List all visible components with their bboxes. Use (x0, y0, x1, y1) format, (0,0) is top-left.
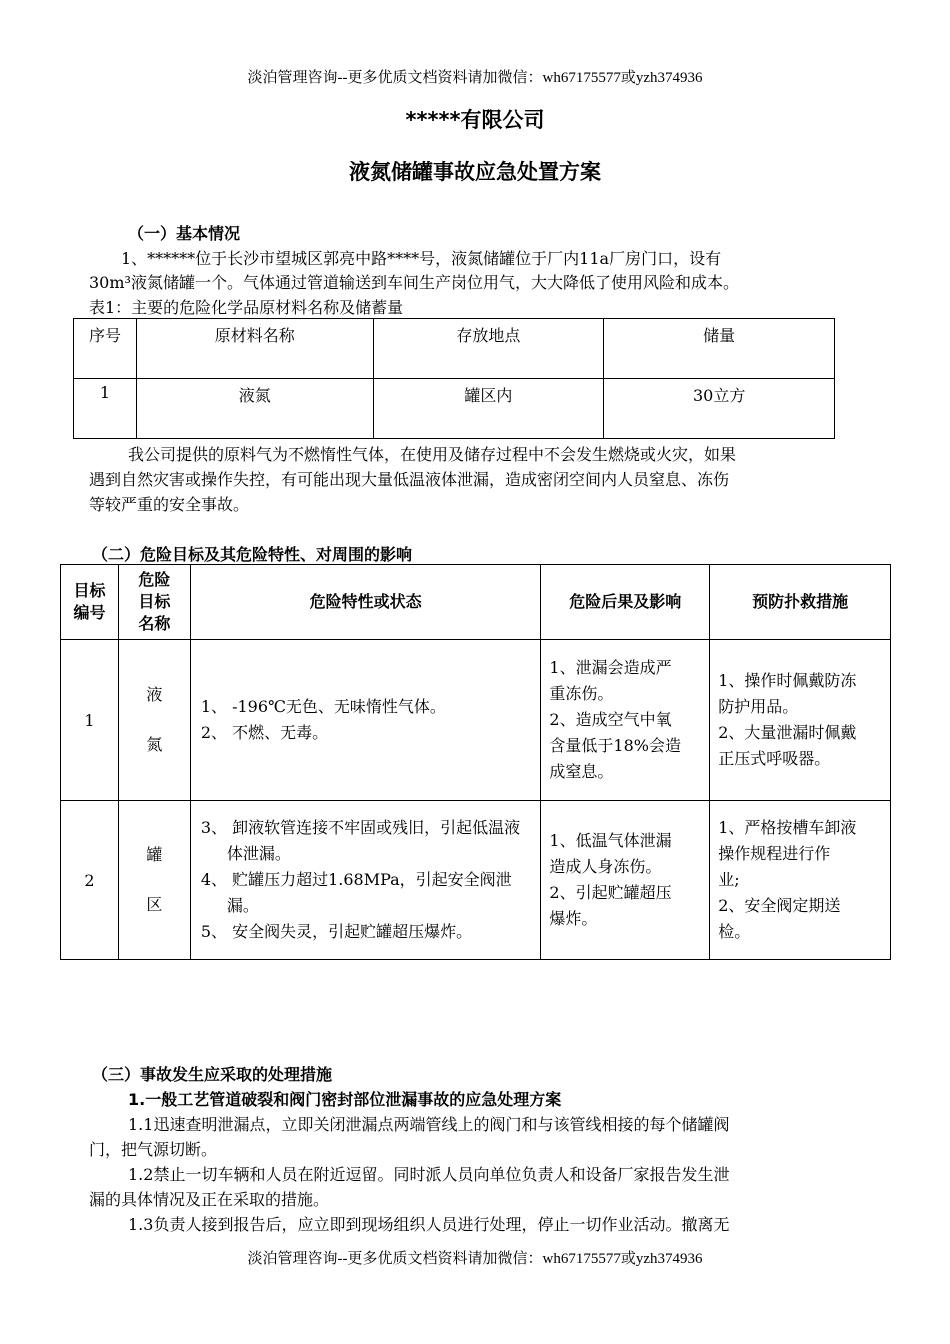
row-target-name-char: 液 (146, 685, 163, 704)
page-header: 淡泊管理咨询--更多优质文档资料请加微信：wh67175577或yzh374936 (247, 70, 703, 86)
section1-paragraph1-line2: 30m³液氮储罐一个。气体通过管道输送到车间生产岗位用气，大大降低了使用风险和成本。 (89, 273, 739, 292)
table-row (61, 640, 891, 801)
consequence-line: 爆炸。 (549, 909, 598, 928)
section3-subheading: 1.一般工艺管道破裂和阀门密封部位泄漏事故的应急处理方案 (128, 1090, 562, 1109)
consequence-line: 重冻伤。 (549, 684, 614, 703)
materials-table-header-row (74, 319, 835, 379)
materials-cell: 液氮 (136, 379, 373, 439)
prevention-line: 1、操作时佩戴防冻 (718, 671, 857, 690)
prevention-line: 2、大量泄漏时佩戴 (718, 723, 857, 742)
table-row (74, 379, 835, 439)
header-target-name-line: 名称 (138, 614, 171, 633)
hazard-table-header-row (61, 565, 891, 640)
consequence-line: 含量低于18%会造 (549, 736, 681, 755)
materials-table (73, 318, 835, 439)
consequence-line: 1、低温气体泄漏 (549, 831, 672, 850)
row-prevention (710, 640, 891, 801)
header-target-id-line: 编号 (73, 603, 106, 622)
materials-cell: 30立方 (604, 379, 835, 439)
company-name: *****有限公司 (405, 108, 545, 132)
consequence-line: 2、引起贮罐超压 (549, 883, 672, 902)
section3-line: 1.3负责人接到报告后，应立即到现场组织人员进行处理，停止一切作业活动。撤离无 (128, 1215, 730, 1234)
header-target-id-line: 目标 (73, 581, 106, 600)
header-consequence: 危险后果及影响 (541, 565, 710, 640)
section2-heading: （二）危险目标及其危险特性、对周围的影响 (92, 545, 413, 564)
row-target-name-char: 区 (146, 895, 163, 914)
materials-header-cell: 储量 (604, 319, 835, 379)
header-prevention: 预防扑救措施 (710, 565, 891, 640)
prevention-line: 正压式呼吸器。 (718, 749, 831, 768)
row-consequence (541, 801, 710, 960)
hazard-line: 3、 卸液软管连接不牢固或残旧，引起低温液体泄漏。 (200, 818, 521, 863)
header-hazard: 危险特性或状态 (190, 565, 541, 640)
consequence-line: 成窒息。 (549, 762, 614, 781)
header-target-name-line: 目标 (138, 592, 171, 611)
hazard-line: 5、 安全阀失灵，引起贮罐超压爆炸。 (200, 922, 473, 941)
hazard-table (60, 564, 891, 960)
materials-cell: 1 (74, 379, 137, 439)
document-title: 液氮储罐事故应急处置方案 (349, 160, 601, 184)
consequence-line: 1、泄漏会造成严 (549, 658, 672, 677)
hazard-line: 4、 贮罐压力超过1.68MPa，引起安全阀泄漏。 (200, 870, 512, 915)
row-hazard (190, 801, 541, 960)
row-consequence (541, 640, 710, 801)
row-id: 1 (61, 640, 119, 801)
row-prevention (710, 801, 891, 960)
section1-paragraph2-line3: 等较严重的安全事故。 (89, 495, 250, 514)
row-target-name-char: 罐 (146, 845, 163, 864)
section3-line: 1.1迅速查明泄漏点，立即关闭泄漏点两端管线上的阀门和与该管线相接的每个储罐阀 (128, 1115, 730, 1134)
prevention-line: 2、安全阀定期送 (718, 896, 841, 915)
header-target-name-line: 危险 (138, 570, 171, 589)
consequence-line: 造成人身冻伤。 (549, 857, 662, 876)
section3-line: 漏的具体情况及正在采取的措施。 (89, 1190, 330, 1209)
header-target-name (118, 565, 190, 640)
materials-cell: 罐区内 (373, 379, 604, 439)
hazard-line: 2、 不燃、无毒。 (200, 723, 329, 742)
materials-header-cell: 原材料名称 (136, 319, 373, 379)
table-row (61, 801, 891, 960)
header-target-id (61, 565, 119, 640)
row-target-name (118, 640, 190, 801)
prevention-line: 防护用品。 (718, 697, 799, 716)
row-target-name (118, 801, 190, 960)
prevention-line: 1、严格按槽车卸液 (718, 818, 857, 837)
section1-paragraph2-line2: 遇到自然灾害或操作失控，有可能出现大量低温液体泄漏，造成密闭空间内人员窒息、冻伤 (89, 470, 730, 489)
table1-caption: 表1：主要的危险化学品原材料名称及储蓄量 (89, 298, 404, 317)
row-id: 2 (61, 801, 119, 960)
materials-header-cell: 存放地点 (373, 319, 604, 379)
hazard-line: 1、 -196℃无色、无味惰性气体。 (200, 697, 446, 716)
section1-paragraph2-line1: 我公司提供的原料气为不燃惰性气体，在使用及储存过程中不会发生燃烧或火灾，如果 (128, 445, 737, 464)
row-hazard (190, 640, 541, 801)
consequence-line: 2、造成空气中氧 (549, 710, 672, 729)
section3-line: 门，把气源切断。 (89, 1140, 218, 1159)
section1-paragraph1-line1: 1、******位于长沙市望城区郭亮中路****号，液氮储罐位于厂内11a厂房门口，设有 (121, 249, 722, 268)
section3-heading: （三）事故发生应采取的处理措施 (92, 1065, 333, 1084)
prevention-line: 操作规程进行作 (718, 844, 831, 863)
row-target-name-char: 氮 (146, 735, 163, 754)
materials-header-cell: 序号 (74, 319, 137, 379)
section3-line: 1.2禁止一切车辆和人员在附近逗留。同时派人员向单位负责人和设备厂家报告发生泄 (128, 1165, 730, 1184)
prevention-line: 检。 (718, 922, 751, 941)
section1-heading: （一）基本情况 (128, 224, 241, 243)
prevention-line: 业; (718, 870, 740, 889)
page-footer: 淡泊管理咨询--更多优质文档资料请加微信：wh67175577或yzh374936 (247, 1251, 703, 1267)
